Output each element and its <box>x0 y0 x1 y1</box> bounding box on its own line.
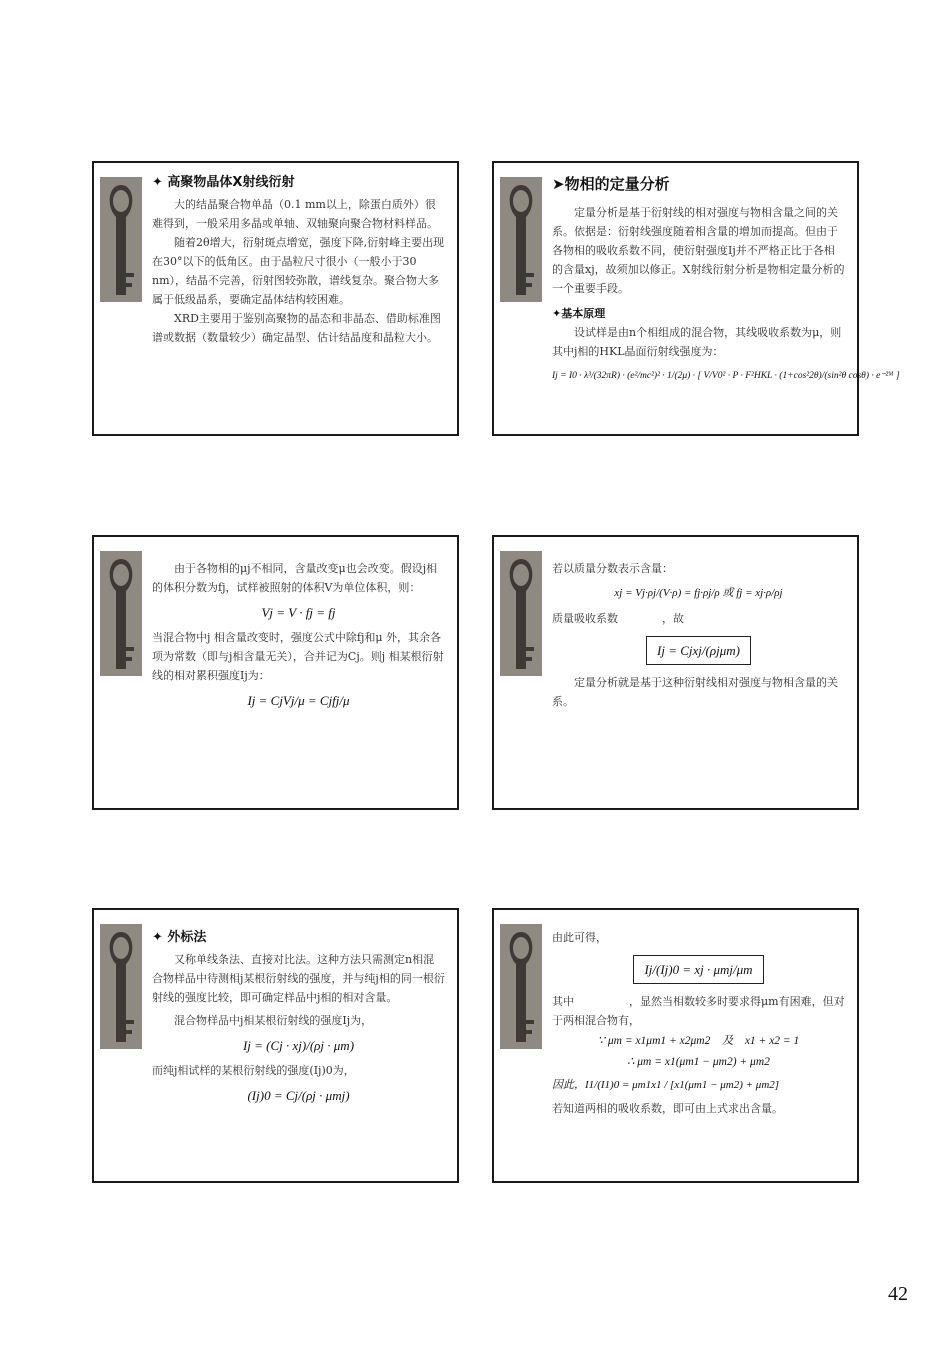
key-icon <box>100 924 142 1049</box>
slide-5 <box>92 908 459 1183</box>
paragraph: 混合物样品中j相某根衍射线的强度Ij为， <box>174 1014 373 1027</box>
slide-heading: ➤物相的定量分析 <box>552 175 670 193</box>
equation: Ij = (Cj · xj)/(ρj · μm) <box>242 1038 355 1053</box>
slide-6-content <box>552 928 845 1118</box>
paragraph: 定量分析就是基于这种衍射线相对强度与物相含量的关系。 <box>552 676 838 708</box>
paragraph: 质量吸收系数 ，故 <box>552 612 684 625</box>
equation: ∴ μm = x1(μm1 − μm2) + μm2 <box>627 1056 770 1068</box>
slide-2 <box>492 161 900 436</box>
paragraph: 其中 ，显然当相数较多时要求得μm有困难，但对于两相混合物有， <box>552 995 845 1027</box>
slide-3 <box>92 535 459 810</box>
slide-4-content <box>552 559 845 711</box>
key-icon <box>500 924 542 1049</box>
equation: (Ij)0 = Cj/(ρj · μmj) <box>247 1088 350 1103</box>
equation: 因此，I1/(I1)0 = μm1x1 / [x1(μm1 − μm2) + μm2] <box>552 1079 780 1091</box>
key-icon <box>500 551 542 676</box>
slide-heading: ✦ 外标法 <box>152 930 207 945</box>
equation: xj = Vj·ρj/(V·ρ) = fj·ρj/ρ 或 fj = xj·ρ/ρj <box>614 587 783 599</box>
paragraph: 若以质量分数表示含量： <box>552 562 673 575</box>
slide-3-content <box>152 559 445 716</box>
slide-1-content <box>152 173 445 347</box>
key-icon <box>100 551 142 676</box>
slide-heading: ✦ 高聚物晶体X射线衍射 <box>152 175 295 190</box>
paragraph: 若知道两相的吸收系数，即可由上式求出含量。 <box>552 1102 783 1115</box>
equation: Vj = V · fj = fj <box>261 605 336 620</box>
paragraph: XRD主要用于鉴别高聚物的晶态和非晶态、借助标准图谱或数据（数量较少）确定晶型、估计结晶度和晶粒大小。 <box>152 312 441 344</box>
slide-4 <box>492 535 859 810</box>
paragraph: 大的结晶聚合物单晶（0.1 mm以上，除蛋白质外）很难得到，一般采用多晶或单轴、双轴聚向聚合物材料样品。 <box>152 198 438 230</box>
slide-1 <box>92 161 459 436</box>
paragraph: 随着2θ增大，衍射斑点增宽，强度下降,衍射峰主要出现在30°以下的低角区。由于晶粒尺寸很小（一般小于30 nm），结晶不完善，衍射图较弥散，谱线复杂。聚合物大多属于低级晶系，要确定晶体结构较困难。 <box>152 236 445 306</box>
paragraph: 当混合物中j 相含量改变时，强度公式中除fj和μ 外，其余各项为常数（即与j相含量无关），合并记为Cj。则j 相某根衍射线的相对累积强度Ij为： <box>152 631 444 682</box>
page-number: 42 <box>888 1283 908 1305</box>
paragraph: 设试样是由n个相组成的混合物，其线吸收系数为μ，则其中j相的HKL晶面衍射线强度为： <box>552 326 842 358</box>
equation: ∵ μm = x1μm1 + x2μm2 及 x1 + x2 = 1 <box>597 1035 800 1047</box>
equation: Ij = I0 · λ³/(32πR) · (e²/mc²)² · 1/(2μ) · [ V/V0² · P · F²HKL · (1+cos²2θ)/(sin²θ cosθ) · e⁻²ᴹ ] <box>552 371 900 381</box>
equation-boxed: Ij/(Ij)0 = xj · μmj/μm <box>633 955 763 984</box>
equation: Ij = CjVj/μ = Cjfj/μ <box>247 693 350 708</box>
slide-5-content <box>152 928 445 1111</box>
paragraph: 定量分析是基于衍射线的相对强度与物相含量之间的关系。依据是：衍射线强度随着相含量的增加而提高。但由于各物相的吸收系数不同，使衍射强度Ij并不严格正比于各相的含量xj，故须加以修正。X射线衍射分析是物相定量分析的一个重要手段。 <box>552 206 845 295</box>
paragraph: 又称单线条法、直接对比法。这种方法只需测定n相混合物样品中待测相j某根衍射线的强度，并与纯j相的同一根衍射线的强度比较，即可确定样品中j相的相对含量。 <box>152 953 445 1004</box>
paragraph: 而纯j相试样的某根衍射线的强度(Ij)0为， <box>152 1064 355 1077</box>
slide-subheading: ✦基本原理 <box>552 307 606 320</box>
paragraph: 由此可得， <box>552 931 607 944</box>
slide-6 <box>492 908 859 1183</box>
equation-boxed: Ij = Cjxj/(ρjμm) <box>646 636 751 665</box>
slide-2-content <box>552 173 900 392</box>
key-icon <box>500 177 542 302</box>
paragraph: 由于各物相的μj不相同，含量改变μ也会改变。假设j相的体积分数为fj，试样被照射的体积V为单位体积，则： <box>152 562 438 594</box>
key-icon <box>100 177 142 302</box>
